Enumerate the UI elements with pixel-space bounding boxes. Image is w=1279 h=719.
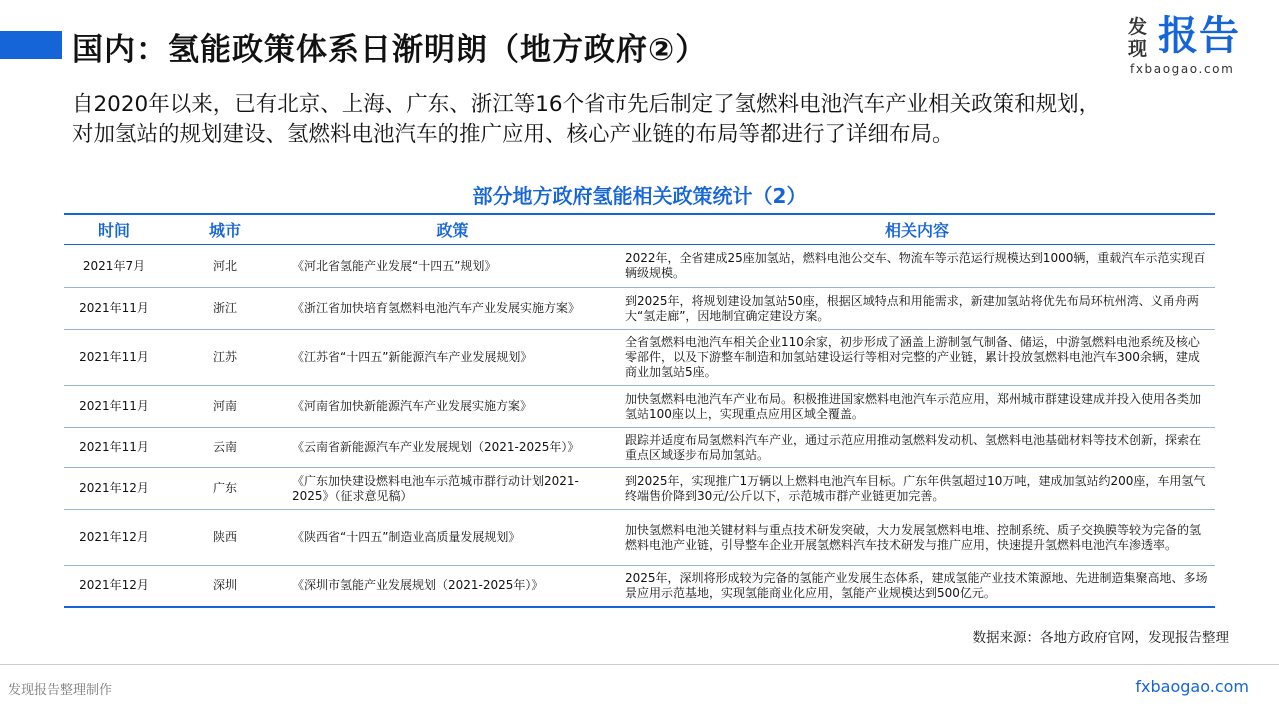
cell-city: 江苏 — [164, 330, 286, 386]
table-row — [64, 288, 1215, 330]
table-row — [64, 245, 1215, 288]
logo-url: fxbaogao.com — [1130, 62, 1235, 76]
intro-line-1: 自2020年以来，已有北京、上海、广东、浙江等16个省市先后制定了氢燃料电池汽车产业相关政策和规划， — [72, 92, 1101, 117]
cell-time: 2021年11月 — [64, 428, 164, 468]
logo-big-text: 报告 — [1158, 13, 1240, 59]
header-city: 城市 — [164, 214, 286, 245]
footer-divider — [0, 664, 1279, 665]
table-header-row — [64, 214, 1215, 245]
cell-policy: 《广东加快建设燃料电池车示范城市群行动计划2021-2025》（征求意见稿） — [286, 468, 619, 510]
table-title: 部分地方政府氢能相关政策统计（2） — [472, 184, 807, 208]
cell-policy: 《河南省加快新能源汽车产业发展实施方案》 — [286, 386, 619, 428]
header-policy: 政策 — [286, 214, 619, 245]
cell-policy: 《江苏省“十四五”新能源汽车产业发展规划》 — [286, 330, 619, 386]
cell-policy: 《深圳市氢能产业发展规划（2021-2025年）》 — [292, 578, 544, 593]
cell-time: 2021年12月 — [64, 510, 164, 566]
cell-time: 2021年12月 — [64, 468, 164, 510]
cell-time: 2021年7月 — [64, 245, 164, 288]
cell-city: 广东 — [164, 468, 286, 510]
header-content: 相关内容 — [619, 214, 1215, 245]
cell-city: 河南 — [164, 386, 286, 428]
cell-policy: 《云南省新能源汽车产业发展规划（2021-2025年）》 — [286, 428, 619, 468]
cell-city: 陕西 — [164, 510, 286, 566]
table-row — [64, 566, 1215, 607]
table-row — [64, 330, 1215, 386]
cell-content: 跟踪并适度布局氢燃料汽车产业，通过示范应用推动氢燃料发动机、氢燃料电池基础材料等技术创新，探索在重点区域逐步布局加氢站。 — [619, 428, 1215, 468]
table-row — [64, 468, 1215, 510]
cell-content: 2022年，全省建成25座加氢站，燃料电池公交车、物流车等示范运行规模达到1000辆，重载汽车示范实现百辆级规模。 — [619, 245, 1215, 288]
cell-time: 2021年11月 — [64, 288, 164, 330]
footer-site-link[interactable]: fxbaogao.com — [1135, 677, 1249, 696]
brand-logo[interactable] — [1128, 12, 1258, 78]
cell-content: 全省氢燃料电池汽车相关企业110余家，初步形成了涵盖上游制氢气制备、储运，中游氢燃料电池系统及核心零部件，以及下游整车制造和加氢站建设运行等相对完整的产业链，累计投放氢燃料电池汽车300余辆，建成商业加氢站5座。 — [619, 330, 1215, 386]
logo-small-text: 发现 — [1128, 16, 1148, 60]
cell-content: 到2025年，将规划建设加氢站50座，根据区域特点和用能需求，新建加氢站将优先布局环杭州湾、义甬舟两大“氢走廊”，因地制宜确定建设方案。 — [619, 288, 1215, 330]
table-row — [64, 428, 1215, 468]
cell-policy: 《河北省氢能产业发展“十四五”规划》 — [286, 245, 619, 288]
intro-paragraph — [72, 90, 1222, 150]
header-time: 时间 — [64, 214, 164, 245]
cell-content: 2025年，深圳将形成较为完备的氢能产业发展生态体系，建成氢能产业技术策源地、先进制造集聚高地、多场景应用示范基地，实现氢能商业化应用，氢能产业规模达到500亿元。 — [625, 570, 1208, 600]
data-source-note: 数据来源：各地方政府官网，发现报告整理 — [972, 630, 1229, 646]
cell-time: 2021年12月 — [79, 578, 149, 593]
cell-city: 深圳 — [212, 578, 237, 593]
cell-content: 加快氢燃料电池汽车产业布局。积极推进国家燃料电池汽车示范应用，郑州城市群建设建成并投入使用各类加氢站100座以上，实现重点应用区域全覆盖。 — [619, 386, 1215, 428]
cell-content: 加快氢燃料电池关键材料与重点技术研发突破，大力发展氢燃料电堆、控制系统、质子交换膜等较为完备的氢燃料电池产业链，引导整车企业开展氢燃料汽车技术研发与推广应用，快速提升氢燃料电池汽车渗透率。 — [619, 510, 1215, 566]
table-row — [64, 510, 1215, 566]
table-row — [64, 386, 1215, 428]
cell-time: 2021年11月 — [64, 330, 164, 386]
cell-city: 河北 — [164, 245, 286, 288]
cell-city: 浙江 — [164, 288, 286, 330]
footer-credit: 发现报告整理制作 — [8, 683, 113, 698]
cell-time: 2021年11月 — [64, 386, 164, 428]
policy-table — [64, 213, 1215, 608]
cell-policy: 《陕西省“十四五”制造业高质量发展规划》 — [286, 510, 619, 566]
page-title: 国内：氢能政策体系日渐明朗（地方政府②） — [72, 32, 708, 68]
intro-line-2: 对加氢站的规划建设、氢燃料电池汽车的推广应用、核心产业链的布局等都进行了详细布局。 — [72, 122, 954, 147]
cell-city: 云南 — [164, 428, 286, 468]
cell-policy: 《浙江省加快培育氢燃料电池汽车产业发展实施方案》 — [286, 288, 619, 330]
title-accent-bar — [0, 31, 62, 59]
cell-content: 到2025年，实现推广1万辆以上燃料电池汽车目标。广东年供氢超过10万吨，建成加氢站约200座，车用氢气终端售价降到30元/公斤以下，示范城市群产业链更加完善。 — [619, 468, 1215, 510]
